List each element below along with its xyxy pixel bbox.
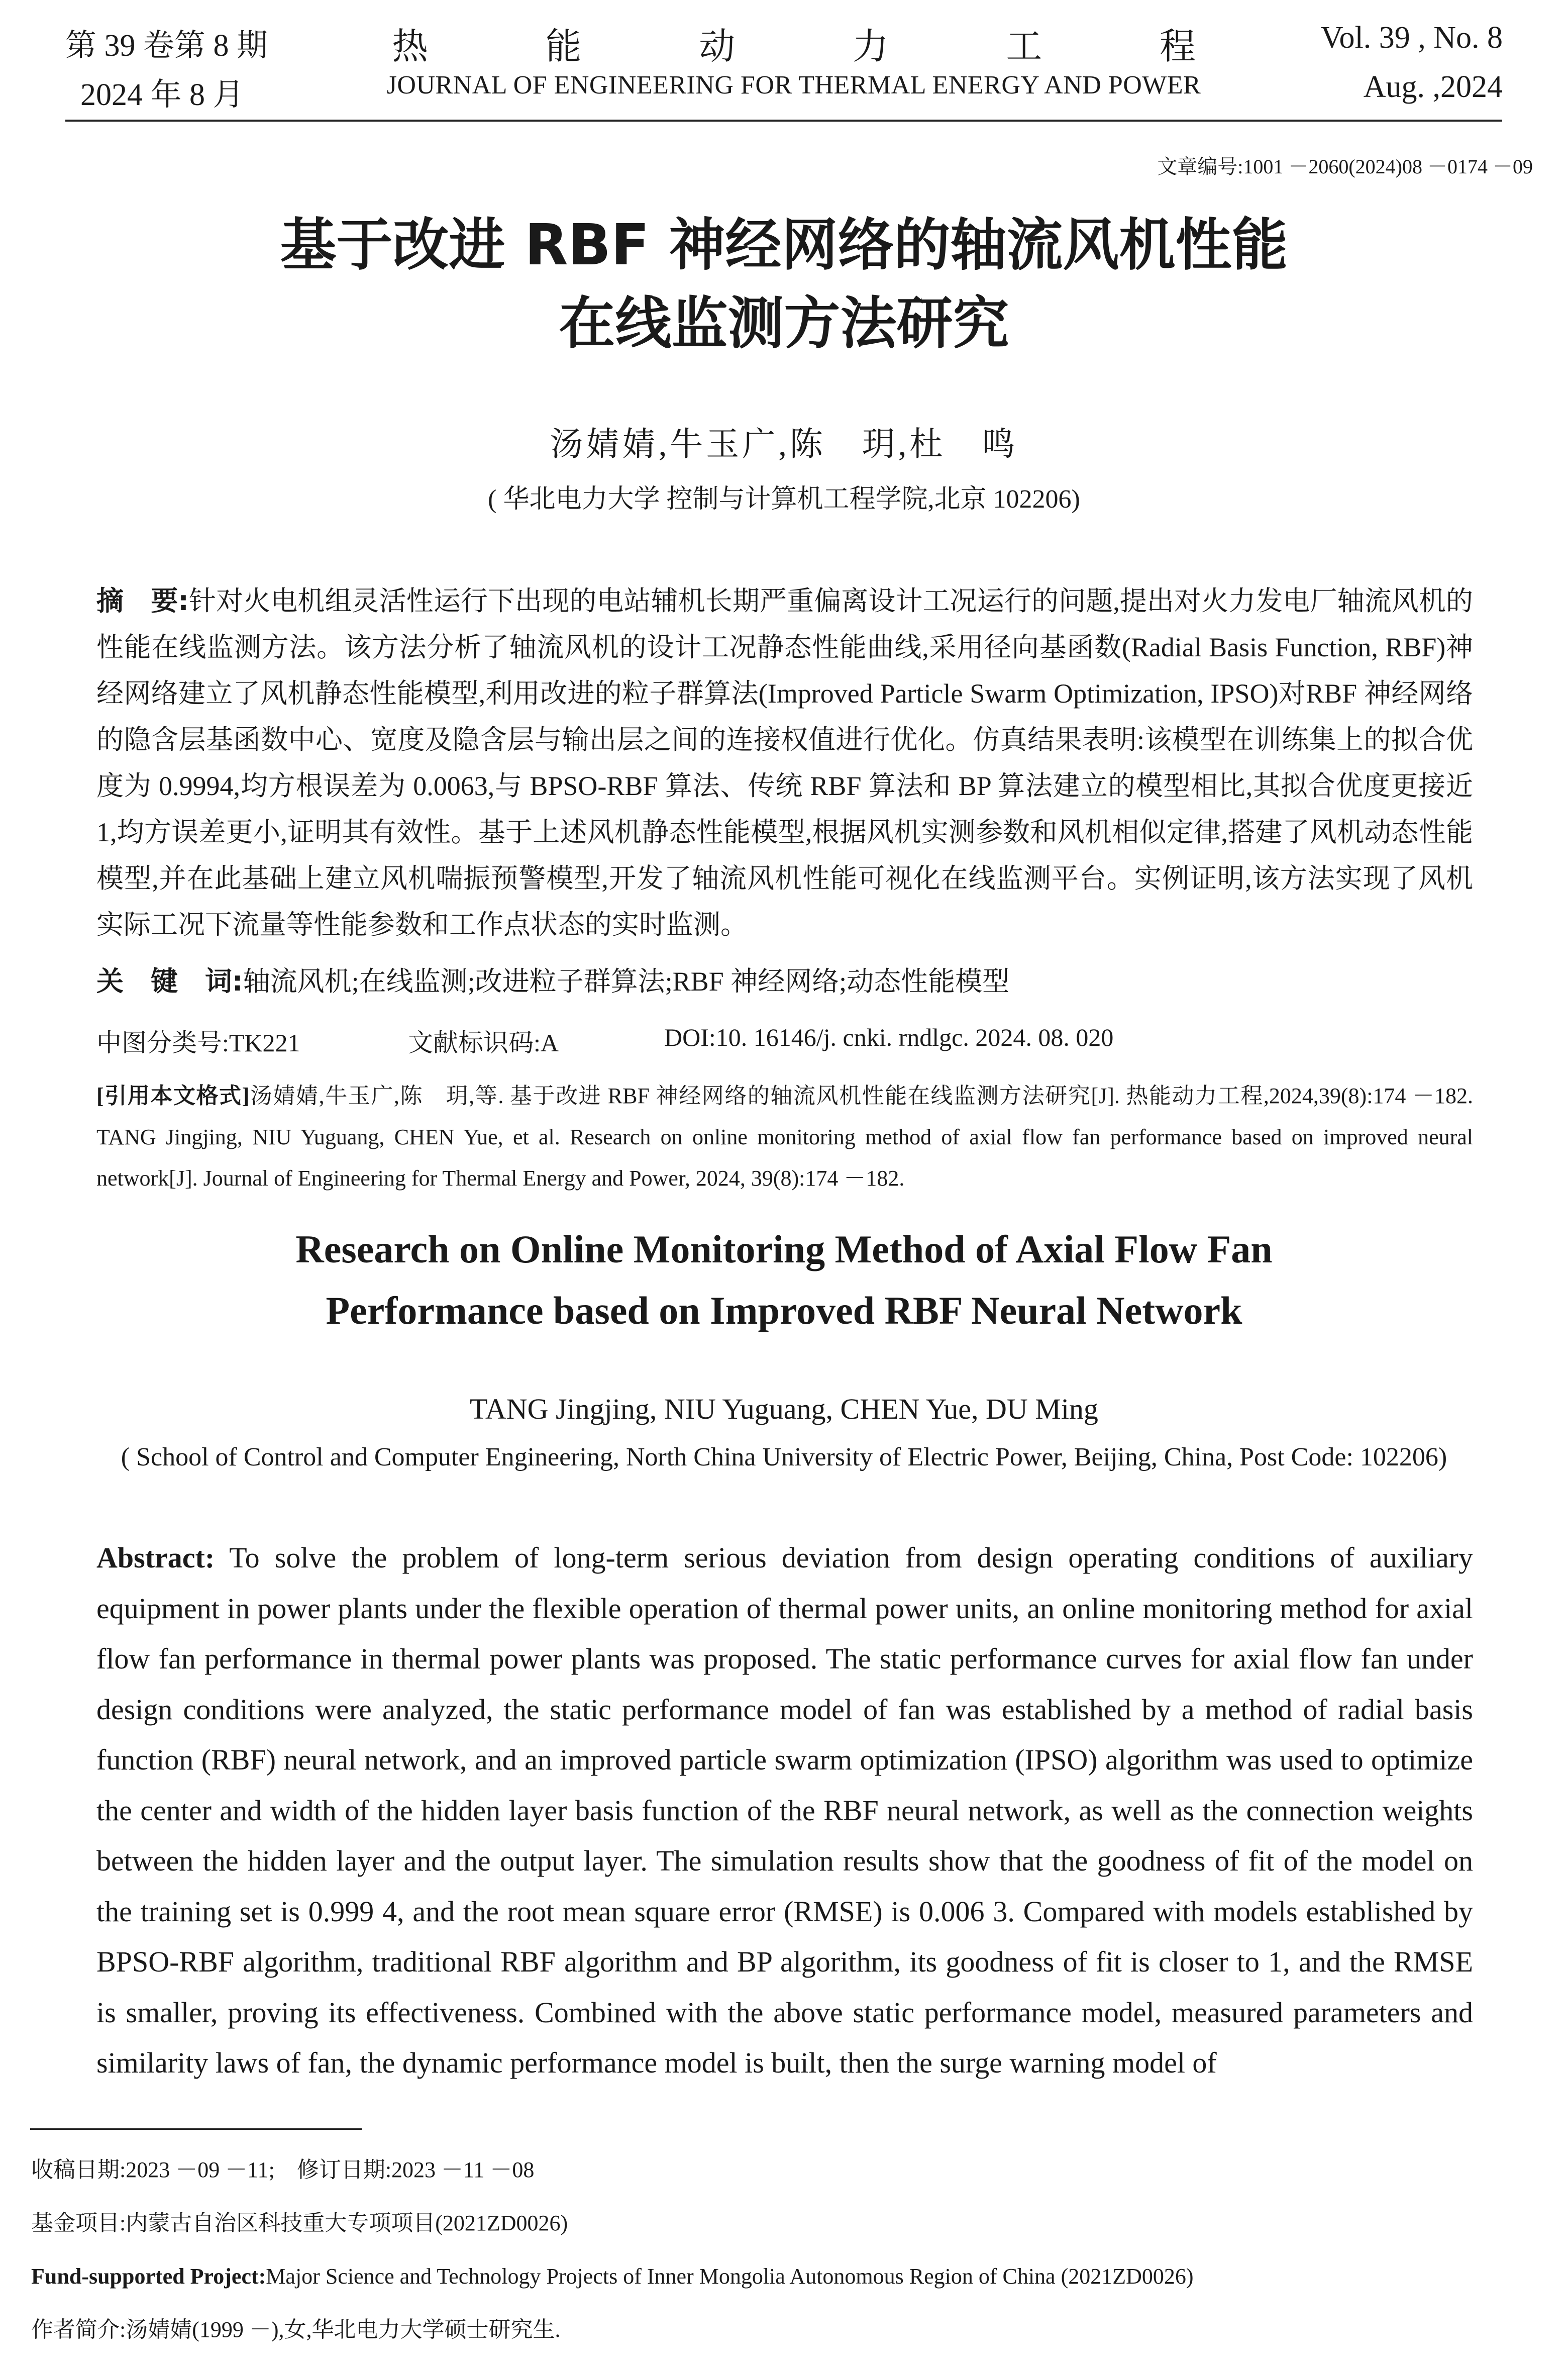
fund-en-label: Fund-supported Project: xyxy=(31,2264,266,2289)
header-divider xyxy=(65,120,1502,122)
publication-date-cn: 2024 年 8 月 xyxy=(80,78,244,112)
volume-issue-en: Vol. 39 , No. 8 xyxy=(1320,21,1503,55)
article-number: 文章编号:1001 －2060(2024)08 －0174 －09 xyxy=(1157,155,1533,178)
citation-text: 汤婧婧,牛玉广,陈 玥,等. 基于改进 RBF 神经网络的轴流风机性能在线监测方法研究[J]. 热能动力工程,2024,39(8):174 －182. TANG Jingjing, NIU Yuguang, CHEN Yue, et al. Research on online monitoring method of axial flow fan performance based on improved neural network[J]. Journal of Engineering for Thermal Energy and Power, 2024, 39(8):174 －182. xyxy=(96,1084,1473,1191)
journal-title-cn xyxy=(392,17,1196,69)
footnote-fund-en xyxy=(31,2250,1518,2303)
affiliation-cn: ( 华北电力大学 控制与计算机工程学院,北京 102206) xyxy=(488,485,1080,514)
abstract-en-label: Abstract: xyxy=(96,1541,215,1574)
citation-format xyxy=(96,1075,1473,1199)
fund-en-text: Major Science and Technology Projects of Inner Mongolia Autonomous Region of China (2021ZD0026) xyxy=(266,2264,1194,2289)
footnote-author-bio: 作者简介:汤婧婧(1999 －),女,华北电力大学硕士研究生. xyxy=(31,2317,561,2342)
abstract-cn xyxy=(96,578,1473,948)
journal-title-char: 程 xyxy=(1159,27,1196,67)
footnote-fund-cn: 基金项目:内蒙古自治区科技重大专项项目(2021ZD0026) xyxy=(31,2211,568,2235)
paper-title-en-line2: Performance based on Improved RBF Neural Network xyxy=(326,1289,1242,1332)
doi[interactable]: DOI:10. 16146/j. cnki. rndlgc. 2024. 08. 020 xyxy=(664,1023,1114,1051)
journal-title-char: 热 xyxy=(392,27,429,67)
abstract-cn-label: 摘 要: xyxy=(96,585,189,617)
keywords-cn-label: 关 键 词: xyxy=(96,965,243,997)
abstract-en xyxy=(96,1533,1473,2089)
paper-title-cn-line1: 基于改进 RBF 神经网络的轴流风机性能 xyxy=(280,213,1288,278)
publication-date-en: Aug. ,2024 xyxy=(1363,70,1503,104)
journal-title-char: 能 xyxy=(545,27,582,67)
authors-en: TANG Jingjing, NIU Yuguang, CHEN Yue, DU Ming xyxy=(470,1393,1098,1425)
journal-title-char: 工 xyxy=(1006,27,1042,67)
paper-title-cn-line2: 在线监测方法研究 xyxy=(559,291,1009,356)
footnotes xyxy=(31,2143,1518,2356)
abstract-cn-text: 针对火电机组灵活性运行下出现的电站辅机长期严重偏离设计工况运行的问题,提出对火力发电厂轴流风机的性能在线监测方法。该方法分析了轴流风机的设计工况静态性能曲线,采用径向基函数(Radial Basis Function, RBF)神经网络建立了风机静态性能模型,利用改进的粒子群算法(Improved Particle Swarm Optimization, IPSO)对RBF 神经网络的隐含层基函数中心、宽度及隐含层与输出层之间的连接权值进行优化。仿真结果表明:该模型在训练集上的拟合优度为 0.9994,均方根误差为 0.0063,与 BPSO-RBF 算法、传统 RBF 算法和 BP 算法建立的模型相比,其拟合优度更接近 1,均方误差更小,证明其有效性。基于上述风机静态性能模型,根据风机实测参数和风机相似定律,搭建了风机动态性能模型,并在此基础上建立风机喘振预警模型,开发了轴流风机性能可视化在线监测平台。实例证明,该方法实现了风机实际工况下流量等性能参数和工作点状态的实时监测。 xyxy=(96,586,1473,940)
paper-title-en-line1: Research on Online Monitoring Method of Axial Flow Fan xyxy=(295,1227,1273,1271)
abstract-en-text: To solve the problem of long-term serious deviation from design operating conditions of auxiliary equipment in power plants under the flexible operation of thermal power units, an online monitoring method for axial flow fan performance in thermal power plants was proposed. The static performance curves for axial flow fan under design conditions were analyzed, the static performance model of fan was established by a method of radial basis function (RBF) neural network, and an improved particle swarm optimization (IPSO) algorithm was used to optimize the center and width of the hidden layer basis function of the RBF neural network, as well as the connection weights between the hidden layer and the output layer. The simulation results show that the goodness of fit of the model on the training set is 0.999 4, and the root mean square error (RMSE) is 0.006 3. Compared with models established by BPSO-RBF algorithm, traditional RBF algorithm and BP algorithm, its goodness of fit is closer to 1, and the RMSE is smaller, proving its effectiveness. Combined with the above static performance model, measured parameters and similarity laws of fan, the dynamic performance model is built, then the surge warning model of xyxy=(96,1541,1474,2079)
citation-label: [引用本文格式] xyxy=(96,1084,250,1108)
paper-title-cn xyxy=(0,206,1568,363)
affiliation-en: ( School of Control and Computer Engineering, North China University of Electric Power, Beijing, China, Post Code: 102206) xyxy=(121,1443,1447,1471)
volume-issue-cn: 第 39 卷第 8 期 xyxy=(65,29,268,63)
journal-title-char: 力 xyxy=(852,27,889,67)
footnote-divider xyxy=(30,2128,362,2130)
keywords-cn xyxy=(96,960,1473,999)
journal-title-char: 动 xyxy=(699,27,736,67)
document-code: 文献标识码:A xyxy=(408,1029,559,1057)
clc-number: 中图分类号:TK221 xyxy=(96,1029,300,1057)
keywords-cn-text: 轴流风机;在线监测;改进粒子群算法;RBF 神经网络;动态性能模型 xyxy=(243,966,1010,997)
journal-title-en: JOURNAL OF ENGINEERING FOR THERMAL ENERGY AND POWER xyxy=(386,71,1201,100)
paper-title-en xyxy=(0,1219,1568,1341)
authors-cn: 汤婧婧,牛玉广,陈 玥,杜 鸣 xyxy=(550,426,1018,463)
footnote-received-date: 收稿日期:2023 －09 －11; 修订日期:2023 －11 －08 xyxy=(31,2157,535,2182)
